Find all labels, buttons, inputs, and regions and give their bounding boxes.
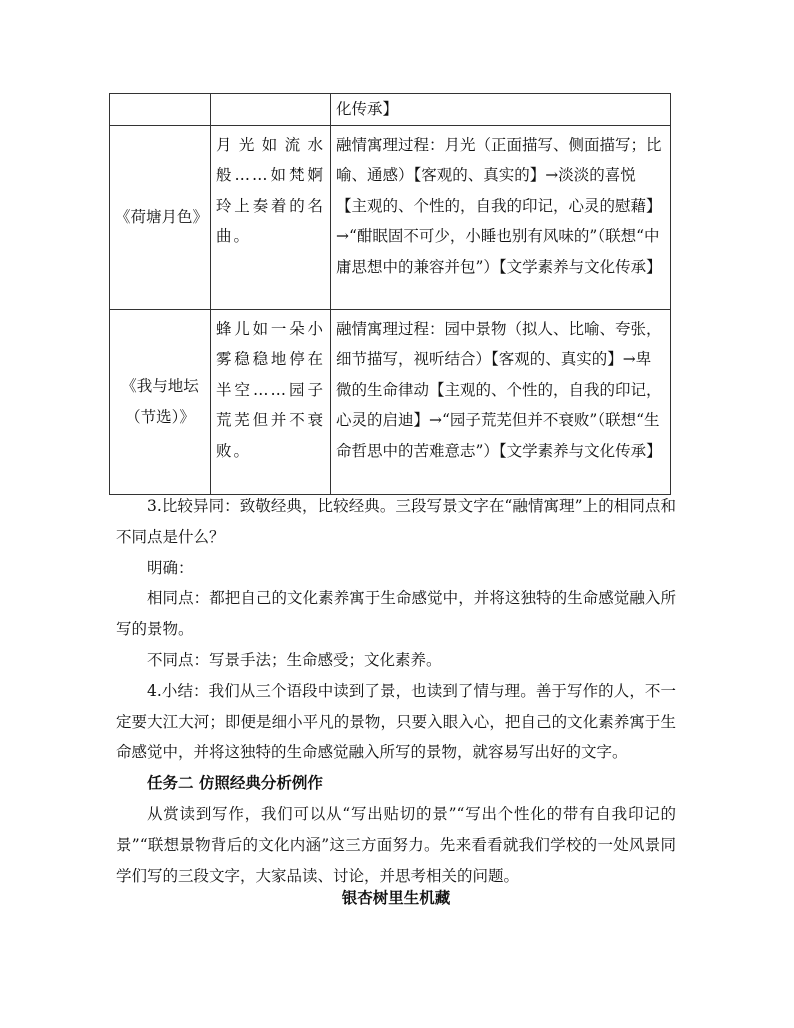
paragraph-differences: 不同点：写景手法；生命感受；文化素养。: [147, 650, 442, 669]
paragraph-writing-intro: 从赏读到写作，我们可以从“写出贴切的景”“写出个性化的带有自我印记的景”“联想景物背后的文化内涵”这三方面努力。先来看看就我们学校的一处风景同学们写的三段文字，大家品读、讨论，并思考相关的问题。: [116, 804, 676, 885]
table-row: [110, 94, 671, 126]
work-title-cell: [110, 94, 211, 126]
quote-cell: 蜂儿如一朵小雾稳稳地停在半空……园子荒芜但并不衰败。: [211, 309, 331, 494]
table-row: [110, 309, 671, 494]
work-title-cell: 《我与地坛（节选）》: [110, 309, 211, 494]
paragraph-compare: 3.比较异同：致敬经典，比较经典。三段写景文字在“融情寓理”上的相同点和不同点是什么？: [116, 497, 676, 546]
table-row: [110, 125, 671, 309]
work-title-cell: 《荷塘月色》: [110, 125, 211, 309]
quote-cell: 月光如流水般……如梵婀玲上奏着的名曲。: [211, 125, 331, 309]
analysis-cell: 融情寓理过程：月光（正面描写、侧面描写；比喻、通感）【客观的、真实的】→淡淡的喜悦【主观的、个性的，自我的印记，心灵的慰藉】→“酣眠固不可少，小睡也别有风味的”（联想“中庸思想中的兼容并包”）【文学素养与文化传承】: [331, 125, 671, 309]
body-text: [116, 491, 676, 891]
analysis-cell: 化传承】: [331, 94, 671, 126]
essay-title: 银杏树里生机藏: [341, 888, 451, 907]
quote-cell: [211, 94, 331, 126]
comparison-table: [109, 93, 671, 495]
paragraph-summary: 4.小结：我们从三个语段中读到了景，也读到了情与理。善于写作的人，不一定要大江大河；即便是细小平凡的景物，只要入眼入心，把自己的文化素养寓于生命感觉中，并将这独特的生命感觉融入所写的景物，就容易写出好的文字。: [116, 681, 676, 762]
paragraph-similarities: 相同点：都把自己的文化素养寓于生命感觉中，并将这独特的生命感觉融入所写的景物。: [116, 589, 676, 639]
paragraph-answer-label: 明确：: [147, 558, 194, 577]
task-heading: 任务二 仿照经典分析例作: [147, 773, 323, 793]
analysis-cell: 融情寓理过程：园中景物（拟人、比喻、夸张，细节描写，视听结合）【客观的、真实的】→卑微的生命律动【主观的、个性的，自我的印记，心灵的启迪】→“园子荒芜但并不衰败”（联想“生命哲思中的苦难意志”）【文学素养与文化传承】: [331, 309, 671, 494]
